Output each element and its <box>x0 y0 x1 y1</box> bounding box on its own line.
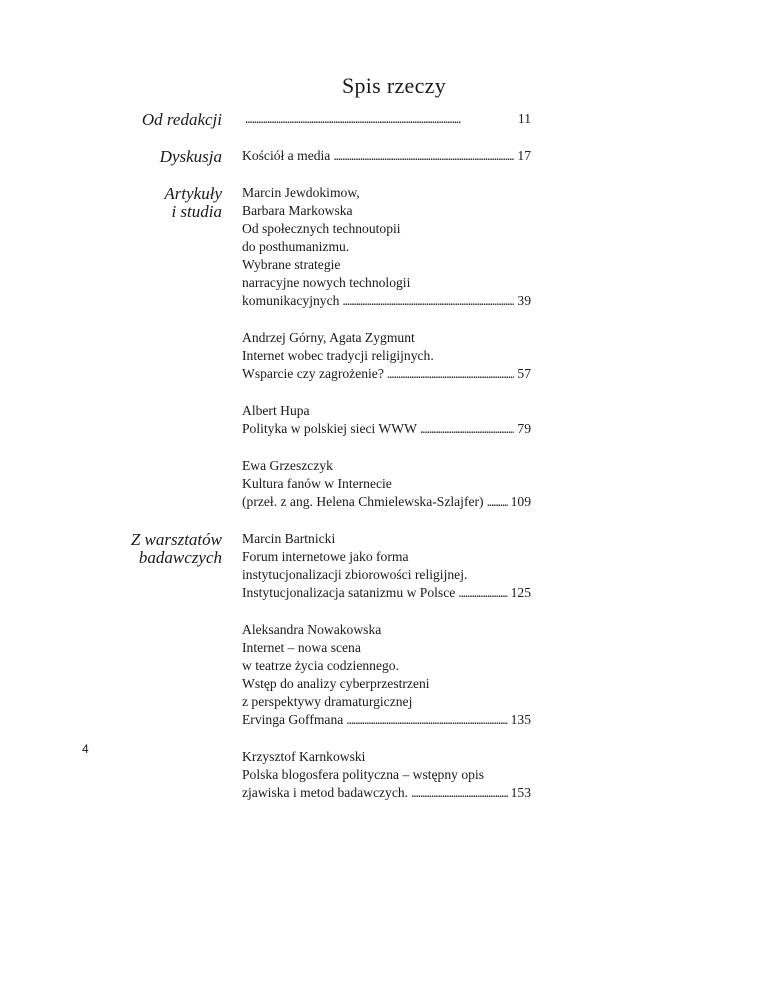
section-label <box>80 147 222 166</box>
dot-leader <box>333 147 514 165</box>
section-label-line: i studia <box>171 202 222 221</box>
entry-line: komunikacyjnych <box>242 293 340 308</box>
entry-last-line <box>242 493 531 511</box>
entry-line: instytucjonalizacji zbiorowości religijnej. <box>242 567 468 582</box>
toc-entry[interactable] <box>242 457 531 511</box>
entry-last-line <box>242 365 531 383</box>
dot-leader <box>420 420 514 438</box>
toc-entry[interactable] <box>242 184 531 310</box>
entry-last-line <box>242 784 531 802</box>
entry-line: Marcin Jewdokimow, <box>242 185 360 200</box>
entry-line: Aleksandra Nowakowska <box>242 622 382 637</box>
entry-last-line <box>242 110 531 128</box>
section-label <box>80 530 222 567</box>
toc-entry[interactable] <box>242 147 531 165</box>
toc-entry[interactable] <box>242 621 531 729</box>
entry-page-number: 153 <box>510 785 531 800</box>
section-label-line: Od redakcji <box>141 110 222 129</box>
entry-page-number: 17 <box>517 148 531 163</box>
toc-entry[interactable] <box>242 530 531 602</box>
toc-entry[interactable] <box>242 748 531 802</box>
entry-last-line <box>242 711 531 729</box>
toc-entry[interactable] <box>242 329 531 383</box>
entry-last-line <box>242 420 531 438</box>
section-label-line: Artykuły <box>164 184 222 203</box>
toc-entry[interactable] <box>242 402 531 438</box>
dot-leader <box>458 584 507 602</box>
dot-leader <box>342 292 514 310</box>
dot-leader <box>346 711 507 729</box>
entry-line: narracyjne nowych technologii <box>242 275 411 290</box>
dot-leader <box>487 493 508 511</box>
toc-section <box>0 110 768 128</box>
section-label-line: Z warsztatów <box>130 530 222 549</box>
entry-page-number: 79 <box>517 421 531 436</box>
section-entries <box>242 184 531 511</box>
entry-line: Forum internetowe jako forma <box>242 549 409 564</box>
entry-page-number: 135 <box>510 712 531 727</box>
entry-line: Instytucjonalizacja satanizmu w Polsce <box>242 585 456 600</box>
entry-page-number: 109 <box>510 494 531 509</box>
entry-page-number: 57 <box>517 366 531 381</box>
entry-line: Ewa Grzeszczyk <box>242 458 333 473</box>
entry-last-line <box>242 147 531 165</box>
section-entries <box>242 530 531 802</box>
dot-leader <box>245 110 515 128</box>
page-number: 4 <box>82 742 89 756</box>
entry-line: Polska blogosfera polityczna – wstępny opis <box>242 767 485 782</box>
entry-line: Ervinga Goffmana <box>242 712 344 727</box>
dot-leader <box>387 365 515 383</box>
entry-line: Internet wobec tradycji religijnych. <box>242 348 434 363</box>
entry-line: Andrzej Górny, Agata Zygmunt <box>242 330 415 345</box>
entry-line: Od społecznych technoutopii <box>242 221 401 236</box>
toc-entry[interactable] <box>242 110 531 128</box>
entry-line: Wstęp do analizy cyberprzestrzeni <box>242 676 430 691</box>
entry-line: Barbara Markowska <box>242 203 353 218</box>
entry-line: Wsparcie czy zagrożenie? <box>242 366 384 381</box>
entry-line: Kultura fanów w Internecie <box>242 476 392 491</box>
section-label <box>80 110 222 129</box>
entry-line: Krzysztof Karnkowski <box>242 749 366 764</box>
section-entries <box>242 147 531 165</box>
entry-last-line <box>242 292 531 310</box>
entry-page-number: 39 <box>517 293 531 308</box>
entry-line: Wybrane strategie <box>242 257 341 272</box>
entry-line: Albert Hupa <box>242 403 310 418</box>
table-of-contents <box>0 110 768 821</box>
entry-line: w teatrze życia codziennego. <box>242 658 399 673</box>
entry-line: (przeł. z ang. Helena Chmielewska-Szlajfer) <box>242 494 484 509</box>
toc-section <box>0 184 768 511</box>
entry-page-number: 11 <box>517 111 531 126</box>
section-label-line: badawczych <box>138 548 222 567</box>
section-label <box>80 184 222 221</box>
entry-line: Polityka w polskiej sieci WWW <box>242 421 417 436</box>
entry-line: z perspektywy dramaturgicznej <box>242 694 413 709</box>
entry-line: Marcin Bartnicki <box>242 531 336 546</box>
dot-leader <box>411 784 508 802</box>
section-label-line: Dyskusja <box>159 147 222 166</box>
page-title: Spis rzeczy <box>341 73 447 98</box>
entry-last-line <box>242 584 531 602</box>
section-entries <box>242 110 531 128</box>
entry-line: Internet – nowa scena <box>242 640 361 655</box>
entry-line: Kościół a media <box>242 148 331 163</box>
entry-line: do posthumanizmu. <box>242 239 350 254</box>
toc-section <box>0 530 768 802</box>
entry-line: zjawiska i metod badawczych. <box>242 785 409 800</box>
toc-section <box>0 147 768 165</box>
entry-page-number: 125 <box>510 585 531 600</box>
